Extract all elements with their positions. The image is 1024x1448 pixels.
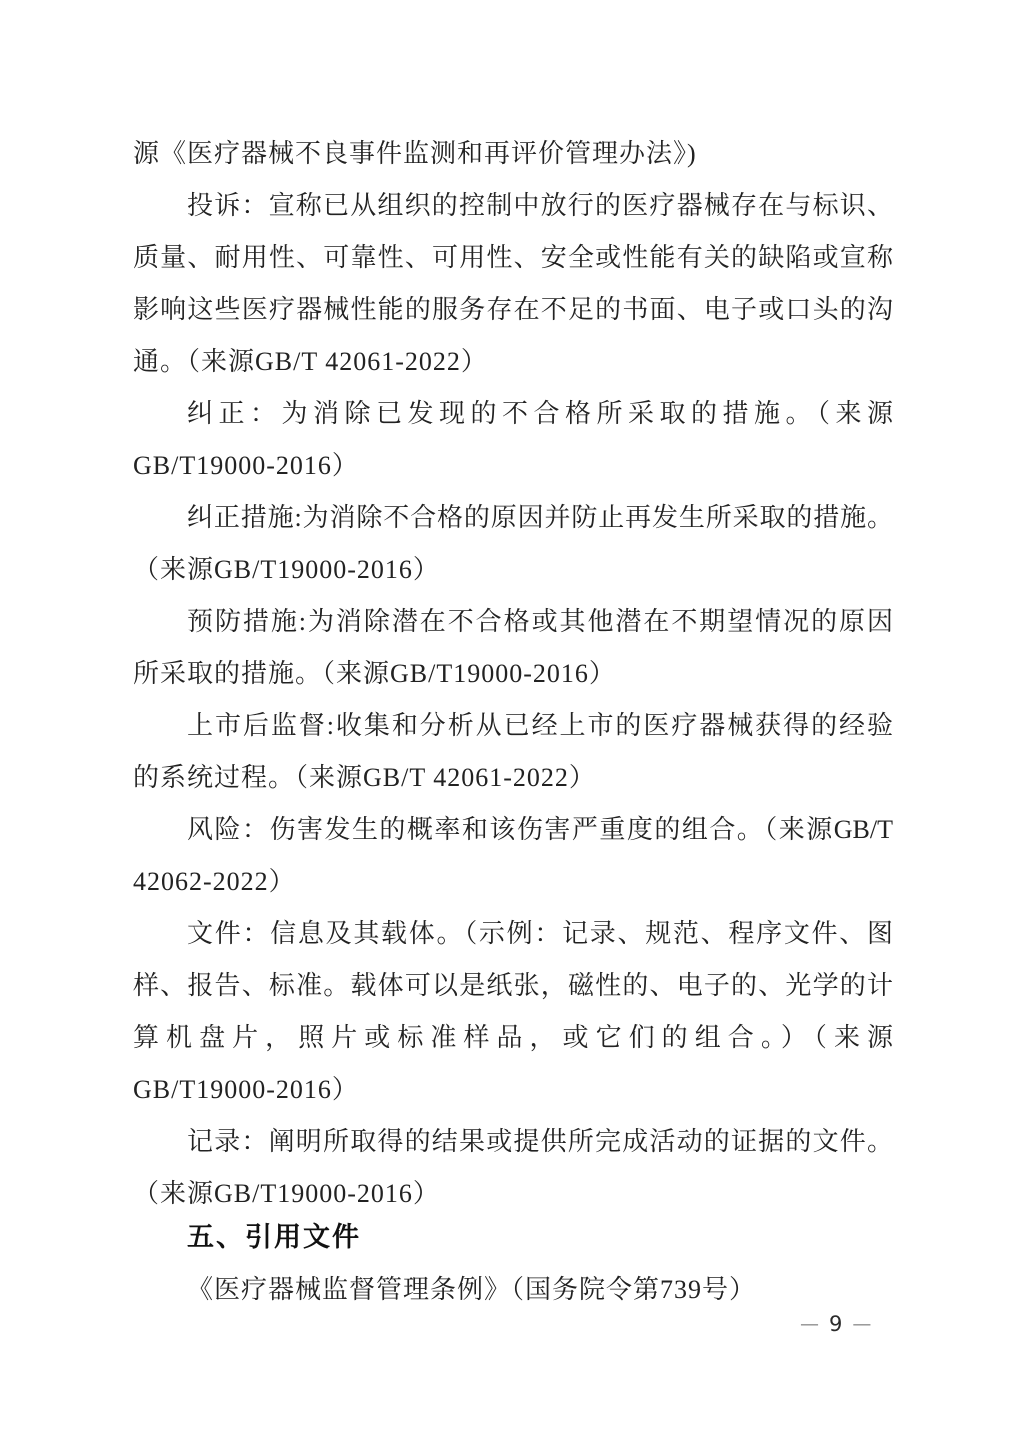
text-line: 纠正：为消除已发现的不合格所采取的措施。（来源 [187,399,893,428]
text-line: GB/T19000-2016） [133,1075,359,1104]
text-line: 文件：信息及其载体。（示例：记录、规范、程序文件、图 [187,919,893,948]
text-line: 通。（来源GB/T 42061-2022） [133,347,488,376]
text-line: 42062-2022） [133,867,296,896]
text-line: 影响这些医疗器械性能的服务存在不足的书面、电子或口头的沟 [133,295,893,324]
text-line: GB/T19000-2016） [133,451,359,480]
section-heading: 五、引用文件 [187,1222,361,1253]
text-line: 记录：阐明所取得的结果或提供所完成活动的证据的文件。 [187,1127,893,1156]
text-line: 所采取的措施。（来源GB/T19000-2016） [133,659,616,688]
page-number-dash-left: — [800,1312,819,1335]
text-line: 预防措施:为消除潜在不合格或其他潜在不期望情况的原因 [187,607,893,636]
text-line: （来源GB/T19000-2016） [133,1179,440,1208]
page-number-value: 9 [829,1312,843,1336]
text-line: 算机盘片，照片或标准样品，或它们的组合。）（来源 [133,1023,893,1052]
text-line: 风险：伤害发生的概率和该伤害严重度的组合。（来源GB/T [187,815,893,844]
text-line: （来源GB/T19000-2016） [133,555,440,584]
text-line: 《医疗器械监督管理条例》（国务院令第739号） [187,1275,757,1304]
page-number [800,1312,871,1336]
text-line: 纠正措施:为消除不合格的原因并防止再发生所采取的措施。 [187,503,893,532]
page-number-dash-right: — [852,1312,872,1335]
text-line: 源《医疗器械不良事件监测和再评价管理办法》) [133,139,697,168]
text-line: 投诉：宣称已从组织的控制中放行的医疗器械存在与标识、 [187,191,893,220]
text-line: 的系统过程。（来源GB/T 42061-2022） [133,763,596,792]
text-line: 样、报告、标准。载体可以是纸张，磁性的、电子的、光学的计 [133,971,893,1000]
text-line: 质量、耐用性、可靠性、可用性、安全或性能有关的缺陷或宣称 [133,243,893,272]
text-line: 上市后监督:收集和分析从已经上市的医疗器械获得的经验 [187,711,893,740]
document-body [133,128,893,1316]
